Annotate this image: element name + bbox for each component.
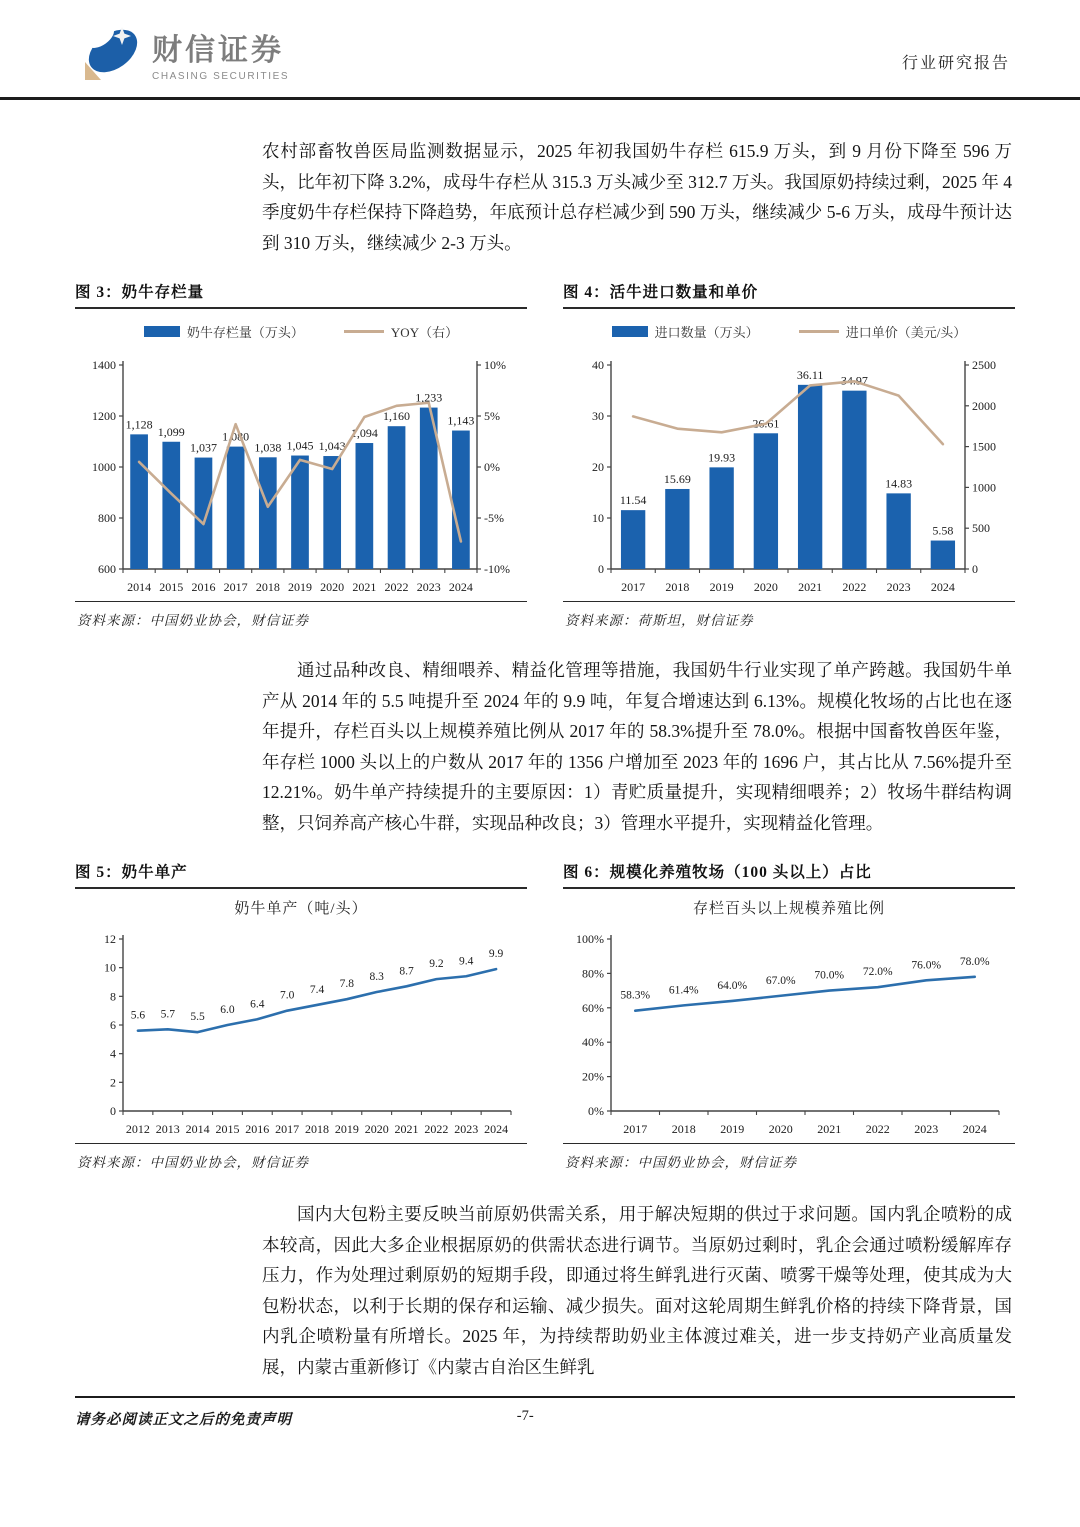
figure-4-legend: [563, 313, 1015, 349]
bar: [842, 391, 866, 569]
svg-text:11.54: 11.54: [619, 493, 647, 508]
svg-text:14.83: 14.83: [885, 476, 913, 491]
svg-text:100%: 100%: [576, 932, 604, 946]
page-content: [0, 136, 1080, 1382]
svg-text:60%: 60%: [582, 1000, 604, 1015]
svg-text:5.58: 5.58: [932, 523, 954, 538]
paragraph-cow-inventory: 农村部畜牧兽医局监测数据显示，2025 年初我国奶牛存栏 615.9 万头，到 9 月份下降至 596 万头，比年初下降 3.2%，成母牛存栏从 315.3 万头减少至 312.7 万头。我国原奶持续过剩，2025 年 4 季度奶牛存栏保持下降趋势，年底预计总存栏减少到 590 万头，继续减少 5-6 万头，成母牛预计达到 310 万头，继续减少 2-3 万头。: [262, 141, 1012, 253]
svg-text:1,080: 1,080: [222, 429, 250, 444]
svg-text:8: 8: [110, 989, 116, 1004]
svg-text:0%: 0%: [588, 1104, 604, 1118]
bar: [323, 456, 341, 569]
svg-text:2014: 2014: [185, 1122, 210, 1136]
svg-text:2016: 2016: [245, 1122, 270, 1136]
svg-text:20: 20: [592, 460, 604, 474]
figure-6-source: 资料来源：中国奶业协会，财信证券: [565, 1155, 797, 1170]
svg-text:9.2: 9.2: [429, 958, 444, 971]
svg-text:2021: 2021: [394, 1122, 419, 1136]
svg-text:2017: 2017: [623, 1122, 648, 1136]
svg-text:5.7: 5.7: [160, 1008, 175, 1021]
svg-text:1500: 1500: [972, 439, 996, 454]
chart-fig3-wrap: [75, 349, 527, 599]
svg-text:1,094: 1,094: [350, 426, 378, 441]
svg-text:9.4: 9.4: [459, 955, 474, 968]
svg-text:2023: 2023: [886, 580, 911, 594]
line-series: [633, 381, 943, 444]
bar: [886, 493, 910, 569]
svg-text:500: 500: [972, 521, 990, 536]
svg-text:15.69: 15.69: [663, 471, 691, 486]
paragraph-milk-powder: 国内大包粉主要反映当前原奶供需关系，用于解决短期的供过于求问题。国内乳企喷粉的成本较高，因此大多企业根据原奶的供需状态进行调节。当原奶过剩时，乳企会通过喷粉缓解库存压力，作为处理过剩原奶的短期手段，即通过将生鲜乳进行灭菌、喷雾干燥等处理，使其成为大包粉状态，以利于长期的保存和运输、减少损失。面对这轮周期生鲜乳价格的持续下降背景，国内乳企喷粉量有所增长。2025 年，为持续帮助奶业主体渡过难关，进一步支持奶产业高质量发展，内蒙古重新修订《内蒙古自治区生鲜乳: [262, 1204, 1012, 1377]
svg-text:2024: 2024: [448, 580, 473, 594]
logo-title: 财信证券: [152, 34, 284, 67]
bar: [452, 431, 470, 569]
svg-text:600: 600: [98, 562, 116, 576]
chart-fig4: [563, 349, 1015, 599]
line: [633, 381, 943, 444]
svg-text:2021: 2021: [798, 580, 823, 594]
svg-text:1,233: 1,233: [415, 390, 443, 405]
svg-text:2020: 2020: [753, 580, 778, 594]
svg-text:0%: 0%: [484, 460, 500, 474]
figure-5-source: 资料来源：中国奶业协会，财信证券: [77, 1155, 309, 1170]
svg-text:9.9: 9.9: [488, 948, 504, 961]
chart-fig5-wrap: [75, 923, 527, 1141]
bar: [291, 456, 309, 569]
svg-text:10%: 10%: [484, 358, 506, 372]
svg-text:2021: 2021: [352, 580, 377, 594]
svg-text:-10%: -10%: [484, 562, 510, 576]
svg-text:67.0%: 67.0%: [765, 974, 796, 987]
svg-text:2019: 2019: [720, 1122, 745, 1136]
svg-text:2024: 2024: [962, 1122, 987, 1136]
svg-text:2023: 2023: [454, 1122, 479, 1136]
axis-x: [123, 569, 477, 594]
axis-x: [611, 1111, 999, 1136]
bar: [227, 447, 245, 569]
svg-text:1,038: 1,038: [254, 440, 282, 455]
svg-text:64.0%: 64.0%: [717, 979, 748, 992]
figure-5-chart-title: 奶牛单产（吨/头）: [234, 901, 368, 917]
axis-right: [965, 358, 996, 576]
svg-text:2022: 2022: [384, 580, 409, 594]
bar: [709, 467, 733, 569]
bar: [798, 385, 822, 569]
svg-text:36.11: 36.11: [796, 367, 824, 382]
svg-text:2019: 2019: [288, 580, 312, 594]
axis-x: [611, 569, 965, 594]
figure-5-caption: 图 5：奶牛单产: [75, 860, 527, 889]
page-footer: [75, 1396, 1015, 1429]
svg-text:1200: 1200: [92, 409, 116, 423]
figure-6: [563, 860, 1015, 1171]
figure-3-source: 资料来源：中国奶业协会，财信证券: [77, 613, 309, 628]
paragraph-yield-improvement: 通过品种改良、精细喂养、精益化管理等措施，我国奶牛行业实现了单产跨越。我国奶牛单产从 2014 年的 5.5 吨提升至 2024 年的 9.9 吨，年复合增速达到 6.13%。规模化牧场的占比也在逐年提升，存栏百头以上规模养殖比例从 2017 年的 58.3%提升至 78.0%。根据中国畜牧兽医年鉴，年存栏 1000 头以上的户数从 2017 年的 1356 户增加至 2023 年的 1696 户，其占比从 7.56%提升至 12.21%。奶牛单产持续提升的主要原因：1）青贮质量提升，实现精细喂养；2）牧场牛群结构调整，只饲养高产核心牛群，实现品种改良；3）管理水平提升，实现精益化管理。: [262, 660, 1012, 833]
svg-text:19.93: 19.93: [708, 450, 736, 465]
legend-item-bar: [612, 322, 759, 341]
svg-text:2024: 2024: [484, 1122, 509, 1136]
bar: [931, 541, 955, 569]
svg-text:7.4: 7.4: [309, 983, 325, 996]
figure-5: [75, 860, 527, 1171]
svg-text:2017: 2017: [621, 580, 646, 594]
svg-text:7.0: 7.0: [279, 989, 295, 1002]
bar: [388, 426, 406, 569]
legend-label: 奶牛存栏量（万头）: [186, 324, 304, 340]
bar: [130, 434, 148, 569]
bar: [195, 458, 213, 569]
chart-fig6-wrap: [563, 923, 1015, 1141]
axis-left: [576, 932, 611, 1118]
chart-fig5: [75, 923, 527, 1141]
svg-text:4: 4: [110, 1046, 116, 1061]
svg-text:-5%: -5%: [484, 511, 504, 525]
svg-text:2015: 2015: [215, 1122, 240, 1136]
svg-text:2013: 2013: [155, 1122, 180, 1136]
bar: [621, 510, 645, 569]
svg-text:80%: 80%: [582, 966, 604, 981]
bar: [665, 489, 689, 569]
figure-4: [563, 280, 1015, 629]
axis-left: [92, 358, 123, 576]
svg-text:2018: 2018: [305, 1122, 329, 1136]
bar-swatch-icon: [612, 326, 648, 337]
legend-label: YOY（右）: [390, 324, 459, 340]
svg-text:12: 12: [104, 932, 116, 946]
svg-text:0: 0: [972, 562, 978, 576]
svg-text:61.4%: 61.4%: [668, 984, 699, 997]
svg-text:2019: 2019: [709, 580, 734, 594]
page-number: -7-: [516, 1408, 534, 1424]
svg-text:76.0%: 76.0%: [911, 959, 942, 972]
legend-item-bar: [144, 322, 304, 341]
svg-text:6.4: 6.4: [250, 998, 265, 1011]
axis-left: [592, 358, 611, 576]
svg-text:1400: 1400: [92, 358, 116, 372]
svg-text:2017: 2017: [223, 580, 248, 594]
svg-text:2020: 2020: [364, 1122, 389, 1136]
svg-text:2021: 2021: [817, 1122, 842, 1136]
figures-row-2: [75, 860, 1015, 1171]
legend-label: 进口单价（美元/头）: [845, 324, 967, 340]
svg-text:30: 30: [592, 409, 604, 423]
svg-text:2022: 2022: [424, 1122, 449, 1136]
svg-text:2014: 2014: [127, 580, 152, 594]
line-series: [131, 948, 504, 1032]
figure-6-caption: 图 6：规模化养殖牧场（100 头以上）占比: [563, 860, 1015, 889]
svg-text:2: 2: [110, 1075, 116, 1090]
svg-text:2018: 2018: [665, 580, 690, 594]
company-logo: [80, 20, 289, 87]
footer-disclaimer: 请务必阅读正文之后的免责声明: [75, 1412, 292, 1428]
svg-text:2018: 2018: [671, 1122, 696, 1136]
svg-text:58.3%: 58.3%: [620, 989, 651, 1002]
line-swatch-icon: [799, 330, 839, 333]
svg-text:70.0%: 70.0%: [814, 969, 845, 982]
svg-text:72.0%: 72.0%: [862, 966, 893, 979]
legend-item-line: [344, 322, 458, 341]
svg-text:8.7: 8.7: [399, 965, 414, 978]
bar: [162, 442, 180, 569]
svg-text:5%: 5%: [484, 409, 500, 423]
svg-text:2019: 2019: [334, 1122, 359, 1136]
svg-text:2016: 2016: [191, 580, 216, 594]
svg-text:2018: 2018: [255, 580, 280, 594]
svg-text:2500: 2500: [972, 358, 996, 372]
bar-series: [620, 368, 955, 569]
svg-text:1,128: 1,128: [125, 417, 153, 432]
page-header: [0, 0, 1080, 100]
svg-text:2022: 2022: [842, 580, 867, 594]
legend-label: 进口数量（万头）: [654, 324, 759, 340]
svg-text:0: 0: [598, 562, 604, 576]
svg-text:10: 10: [592, 511, 604, 525]
report-type-label: 行业研究报告: [901, 55, 1010, 72]
svg-text:2012: 2012: [125, 1122, 150, 1136]
logo-subtitle: CHASING SECURITIES: [152, 71, 290, 82]
svg-text:2023: 2023: [914, 1122, 939, 1136]
svg-text:1,143: 1,143: [447, 413, 475, 428]
svg-text:20%: 20%: [582, 1069, 604, 1084]
svg-text:2020: 2020: [320, 580, 345, 594]
svg-text:1000: 1000: [92, 460, 116, 474]
figure-4-caption: 图 4：活牛进口数量和单价: [563, 280, 1015, 309]
svg-text:10: 10: [104, 960, 116, 975]
line-swatch-icon: [344, 330, 384, 333]
svg-text:0: 0: [110, 1104, 116, 1118]
legend-item-line: [799, 322, 967, 341]
figures-row-1: [75, 280, 1015, 629]
svg-text:26.61: 26.61: [752, 416, 780, 431]
figure-3-caption: 图 3：奶牛存栏量: [75, 280, 527, 309]
bar-swatch-icon: [144, 326, 180, 337]
svg-text:2017: 2017: [275, 1122, 300, 1136]
svg-text:5.5: 5.5: [190, 1011, 205, 1024]
chart-fig6: [563, 923, 1015, 1141]
svg-text:1,099: 1,099: [157, 424, 185, 439]
svg-text:7.8: 7.8: [339, 978, 355, 991]
svg-text:34.97: 34.97: [840, 373, 868, 388]
svg-text:2015: 2015: [159, 580, 184, 594]
line-series: [620, 956, 990, 1011]
svg-text:40%: 40%: [582, 1035, 604, 1050]
svg-text:2020: 2020: [768, 1122, 793, 1136]
figure-3-legend: [75, 313, 527, 349]
figure-6-chart-title: 存栏百头以上规模养殖比例: [692, 901, 885, 917]
svg-text:6.0: 6.0: [220, 1004, 235, 1016]
figure-4-source: 资料来源：荷斯坦，财信证券: [565, 613, 754, 628]
bar-series: [126, 391, 475, 569]
bar: [259, 457, 277, 569]
svg-text:8.3: 8.3: [369, 971, 384, 984]
axis-left: [104, 932, 123, 1118]
axis-x: [123, 1111, 511, 1136]
svg-text:1,160: 1,160: [383, 409, 411, 424]
svg-text:2022: 2022: [865, 1122, 890, 1136]
svg-text:78.0%: 78.0%: [959, 955, 990, 968]
bar: [356, 443, 374, 569]
logo-icon: [80, 20, 142, 87]
figure-3: [75, 280, 527, 629]
svg-text:2023: 2023: [416, 580, 441, 594]
svg-text:2000: 2000: [972, 398, 996, 413]
chart-fig3: [75, 349, 527, 599]
chart-fig4-wrap: [563, 349, 1015, 599]
svg-text:1,043: 1,043: [318, 439, 346, 454]
svg-text:1,045: 1,045: [286, 438, 314, 453]
svg-text:40: 40: [592, 358, 604, 372]
svg-text:1,037: 1,037: [189, 440, 217, 455]
svg-text:800: 800: [98, 511, 116, 525]
bar: [754, 433, 778, 569]
svg-text:5.6: 5.6: [130, 1009, 146, 1022]
svg-text:6: 6: [110, 1018, 116, 1032]
axis-right: [477, 358, 510, 576]
svg-text:2024: 2024: [930, 580, 955, 594]
svg-text:1000: 1000: [972, 480, 996, 495]
